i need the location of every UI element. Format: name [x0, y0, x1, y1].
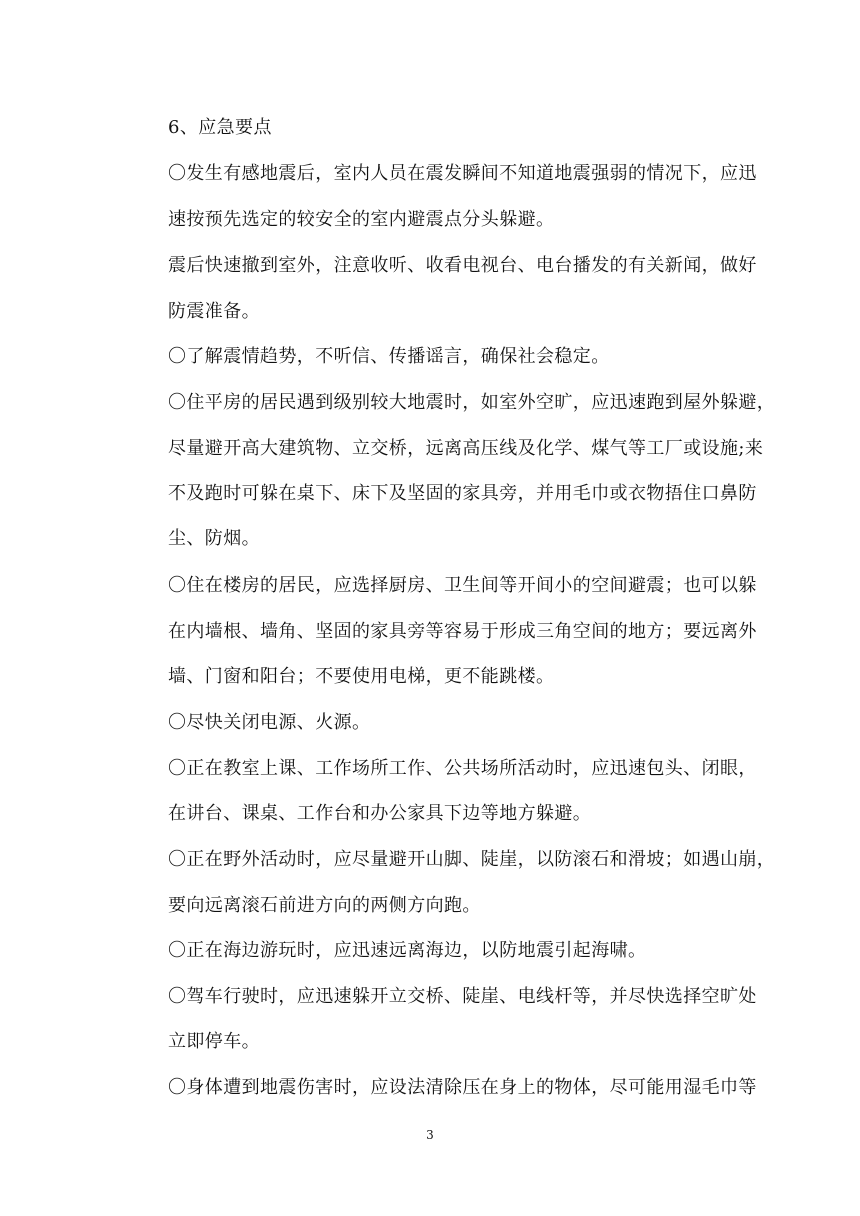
text-line: 〇正在野外活动时，应尽量避开山脚、陡崖，以防滚石和滑坡；如遇山崩， [168, 849, 776, 870]
text-line: 〇了解震情趋势，不听信、传播谣言，确保社会稳定。 [168, 346, 610, 367]
text-line: 〇住在楼房的居民，应选择厨房、卫生间等开间小的空间避震；也可以躲 [168, 575, 757, 596]
page-number: 3 [426, 1128, 434, 1142]
text-line: 不及跑时可躲在桌下、床下及坚固的家具旁，并用毛巾或衣物捂住口鼻防 [168, 483, 757, 504]
text-line: 立即停车。 [168, 1031, 260, 1052]
text-line: 〇住平房的居民遇到级别较大地震时，如室外空旷，应迅速跑到屋外躲避， [168, 392, 776, 413]
text-line: 〇发生有感地震后，室内人员在震发瞬间不知道地震强弱的情况下，应迅 [168, 163, 757, 184]
section-heading: 6、应急要点 [168, 117, 272, 138]
text-line: 要向远离滚石前进方向的两侧方向跑。 [168, 895, 481, 916]
text-line: 震后快速撤到室外，注意收听、收看电视台、电台播发的有关新闻，做好 [168, 255, 757, 276]
text-line: 尘、防烟。 [168, 528, 260, 549]
text-line: 速按预先选定的较安全的室内避震点分头躲避。 [168, 209, 555, 230]
text-line: 〇尽快关闭电源、火源。 [168, 712, 371, 733]
text-line: 防震准备。 [168, 301, 260, 322]
text-line: 尽量避开高大建筑物、立交桥，远离高压线及化学、煤气等工厂或设施;来 [168, 438, 764, 459]
text-line: 〇正在教室上课、工作场所工作、公共场所活动时，应迅速包头、闭眼， [168, 758, 757, 779]
text-line: 〇驾车行驶时，应迅速躲开立交桥、陡崖、电线杆等，并尽快选择空旷处 [168, 986, 757, 1007]
text-line: 〇身体遭到地震伤害时，应设法清除压在身上的物体，尽可能用湿毛巾等 [168, 1077, 757, 1098]
text-line: 在讲台、课桌、工作台和办公家具下边等地方躲避。 [168, 803, 592, 824]
text-line: 在内墙根、墙角、坚固的家具旁等容易于形成三角空间的地方；要远离外 [168, 621, 757, 642]
text-line: 墙、门窗和阳台；不要使用电梯，更不能跳楼。 [168, 666, 555, 687]
text-line: 〇正在海边游玩时，应迅速远离海边，以防地震引起海啸。 [168, 940, 647, 961]
